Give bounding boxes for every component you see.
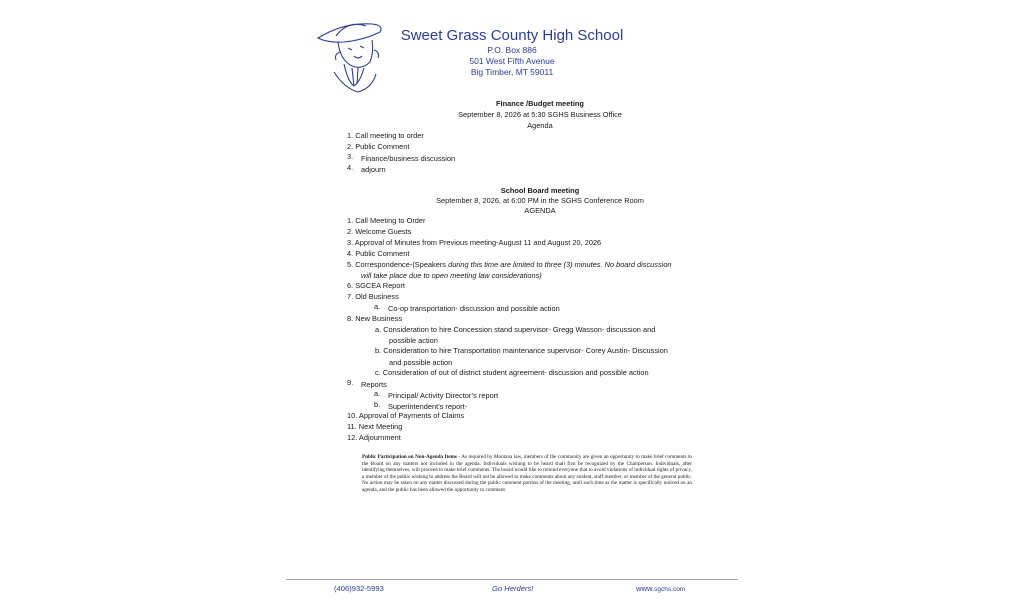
board-item-5-continued: will take place due to open meeting law considerations) <box>361 271 542 280</box>
notice-heading: Public Participation on Non-Agenda Items <box>362 454 457 460</box>
board-item-11: 11. Next Meeting <box>347 422 403 431</box>
po-box: P.O. Box 886 <box>487 45 537 55</box>
board-item-6: 6. SGCEA Report <box>347 281 405 290</box>
board-item-8b-continued: and possible action <box>389 358 453 367</box>
finance-meeting-title: Finance /Budget meeting <box>496 99 584 108</box>
footer-slogan: Go Herders! <box>492 584 534 593</box>
item-text: Public Comment <box>355 142 410 151</box>
item-number: 2. <box>347 142 354 151</box>
public-participation-notice <box>362 454 692 493</box>
board-item-10: 10. Approval of Payments of Claims <box>347 411 465 420</box>
board-item-7a-marker: a. <box>374 302 381 311</box>
speaker-rules: during this time are limited to three (3) minutes. No board discussion <box>448 260 672 269</box>
board-item-3: 3. Approval of Minutes from Previous meeting-August 11 and August 20, 2026 <box>347 238 602 247</box>
notice-body: - As required by Montana law, members of the community are given an opportunity to make brief comments to the Board on any matters not included in the agenda. Individuals wishing to be heard shall first be recognized by the Chairperson. Individuals, after identifying themselves, will proceed to make brief comments. The board would like to remind everyone that to avoid violations of individual rights of privacy, a member of the public wishing to address the Board will not be allowed to make comments about any student, staff member, or member of the general public. No action may be taken on any matter discussed during the public comment portion of the meeting, until such time as the matter is specifically noticed on an agenda, and the public has been allowed the opportunity to comment. <box>362 454 692 493</box>
board-meeting-when: September 8, 2026, at 6:00 PM in the SGHS Conference Room <box>436 196 644 205</box>
board-item-9a-marker: a. <box>374 389 381 398</box>
website-prefix: www. <box>636 584 655 593</box>
finance-item-1 <box>347 131 424 140</box>
footer-phone: (406)932-5993 <box>334 584 384 593</box>
board-item-2: 2. Welcome Guests <box>347 227 412 236</box>
board-item-1: 1. Call Meeting to Order <box>347 216 426 225</box>
board-item-8: 8. New Business <box>347 314 403 323</box>
finance-item-4-text: adjourn <box>361 165 386 174</box>
board-item-8a-continued: possible action <box>389 336 438 345</box>
footer-website[interactable] <box>636 584 685 593</box>
board-item-7a: Co-op transportation- discussion and possible action <box>388 304 560 313</box>
board-meeting-title: School Board meeting <box>500 186 580 195</box>
city-state-zip: Big Timber, MT 59011 <box>470 67 554 77</box>
board-item-8b: b. Consideration to hire Transportation maintenance supervisor- Corey Austin- Discussion <box>375 346 668 355</box>
board-item-9b-marker: b. <box>374 400 381 409</box>
board-item-4: 4. Public Comment <box>347 249 410 258</box>
board-item-9: Reports <box>361 380 387 389</box>
website-domain: sgchs.com <box>654 586 686 593</box>
school-name: Sweet Grass County High School <box>400 27 624 44</box>
street-address: 501 West Fifth Avenue <box>469 56 555 66</box>
correspondence-label: 5. Correspondence-(Speakers <box>347 260 447 269</box>
board-item-12: 12. Adjournment <box>347 433 401 442</box>
finance-agenda-label: Agenda <box>527 121 553 130</box>
board-item-8a: a. Consideration to hire Concession stand supervisor- Gregg Wasson- discussion and <box>375 325 656 334</box>
finance-meeting-when: September 8, 2026 at 5:30 SGHS Business Office <box>458 110 622 119</box>
finance-item-3-text: Finance/business discussion <box>361 154 456 163</box>
finance-item-4-number: 4. <box>347 163 354 172</box>
item-number: 1. <box>347 131 354 140</box>
board-item-7: 7. Old Business <box>347 292 399 301</box>
board-item-8c: c. Consideration of out of district student agreement- discussion and possible action <box>375 368 649 377</box>
board-item-5 <box>347 260 672 269</box>
finance-item-3-number: 3. <box>347 152 354 161</box>
board-agenda-label: AGENDA <box>524 206 556 215</box>
board-item-9b: Superintendent’s report- <box>388 402 468 411</box>
footer-divider <box>286 579 738 580</box>
board-item-9-number: 9. <box>347 378 354 387</box>
board-item-9a: Principal/ Activity Director’s report <box>388 391 499 400</box>
item-text: Call meeting to order <box>355 131 424 140</box>
finance-item-2 <box>347 142 409 151</box>
